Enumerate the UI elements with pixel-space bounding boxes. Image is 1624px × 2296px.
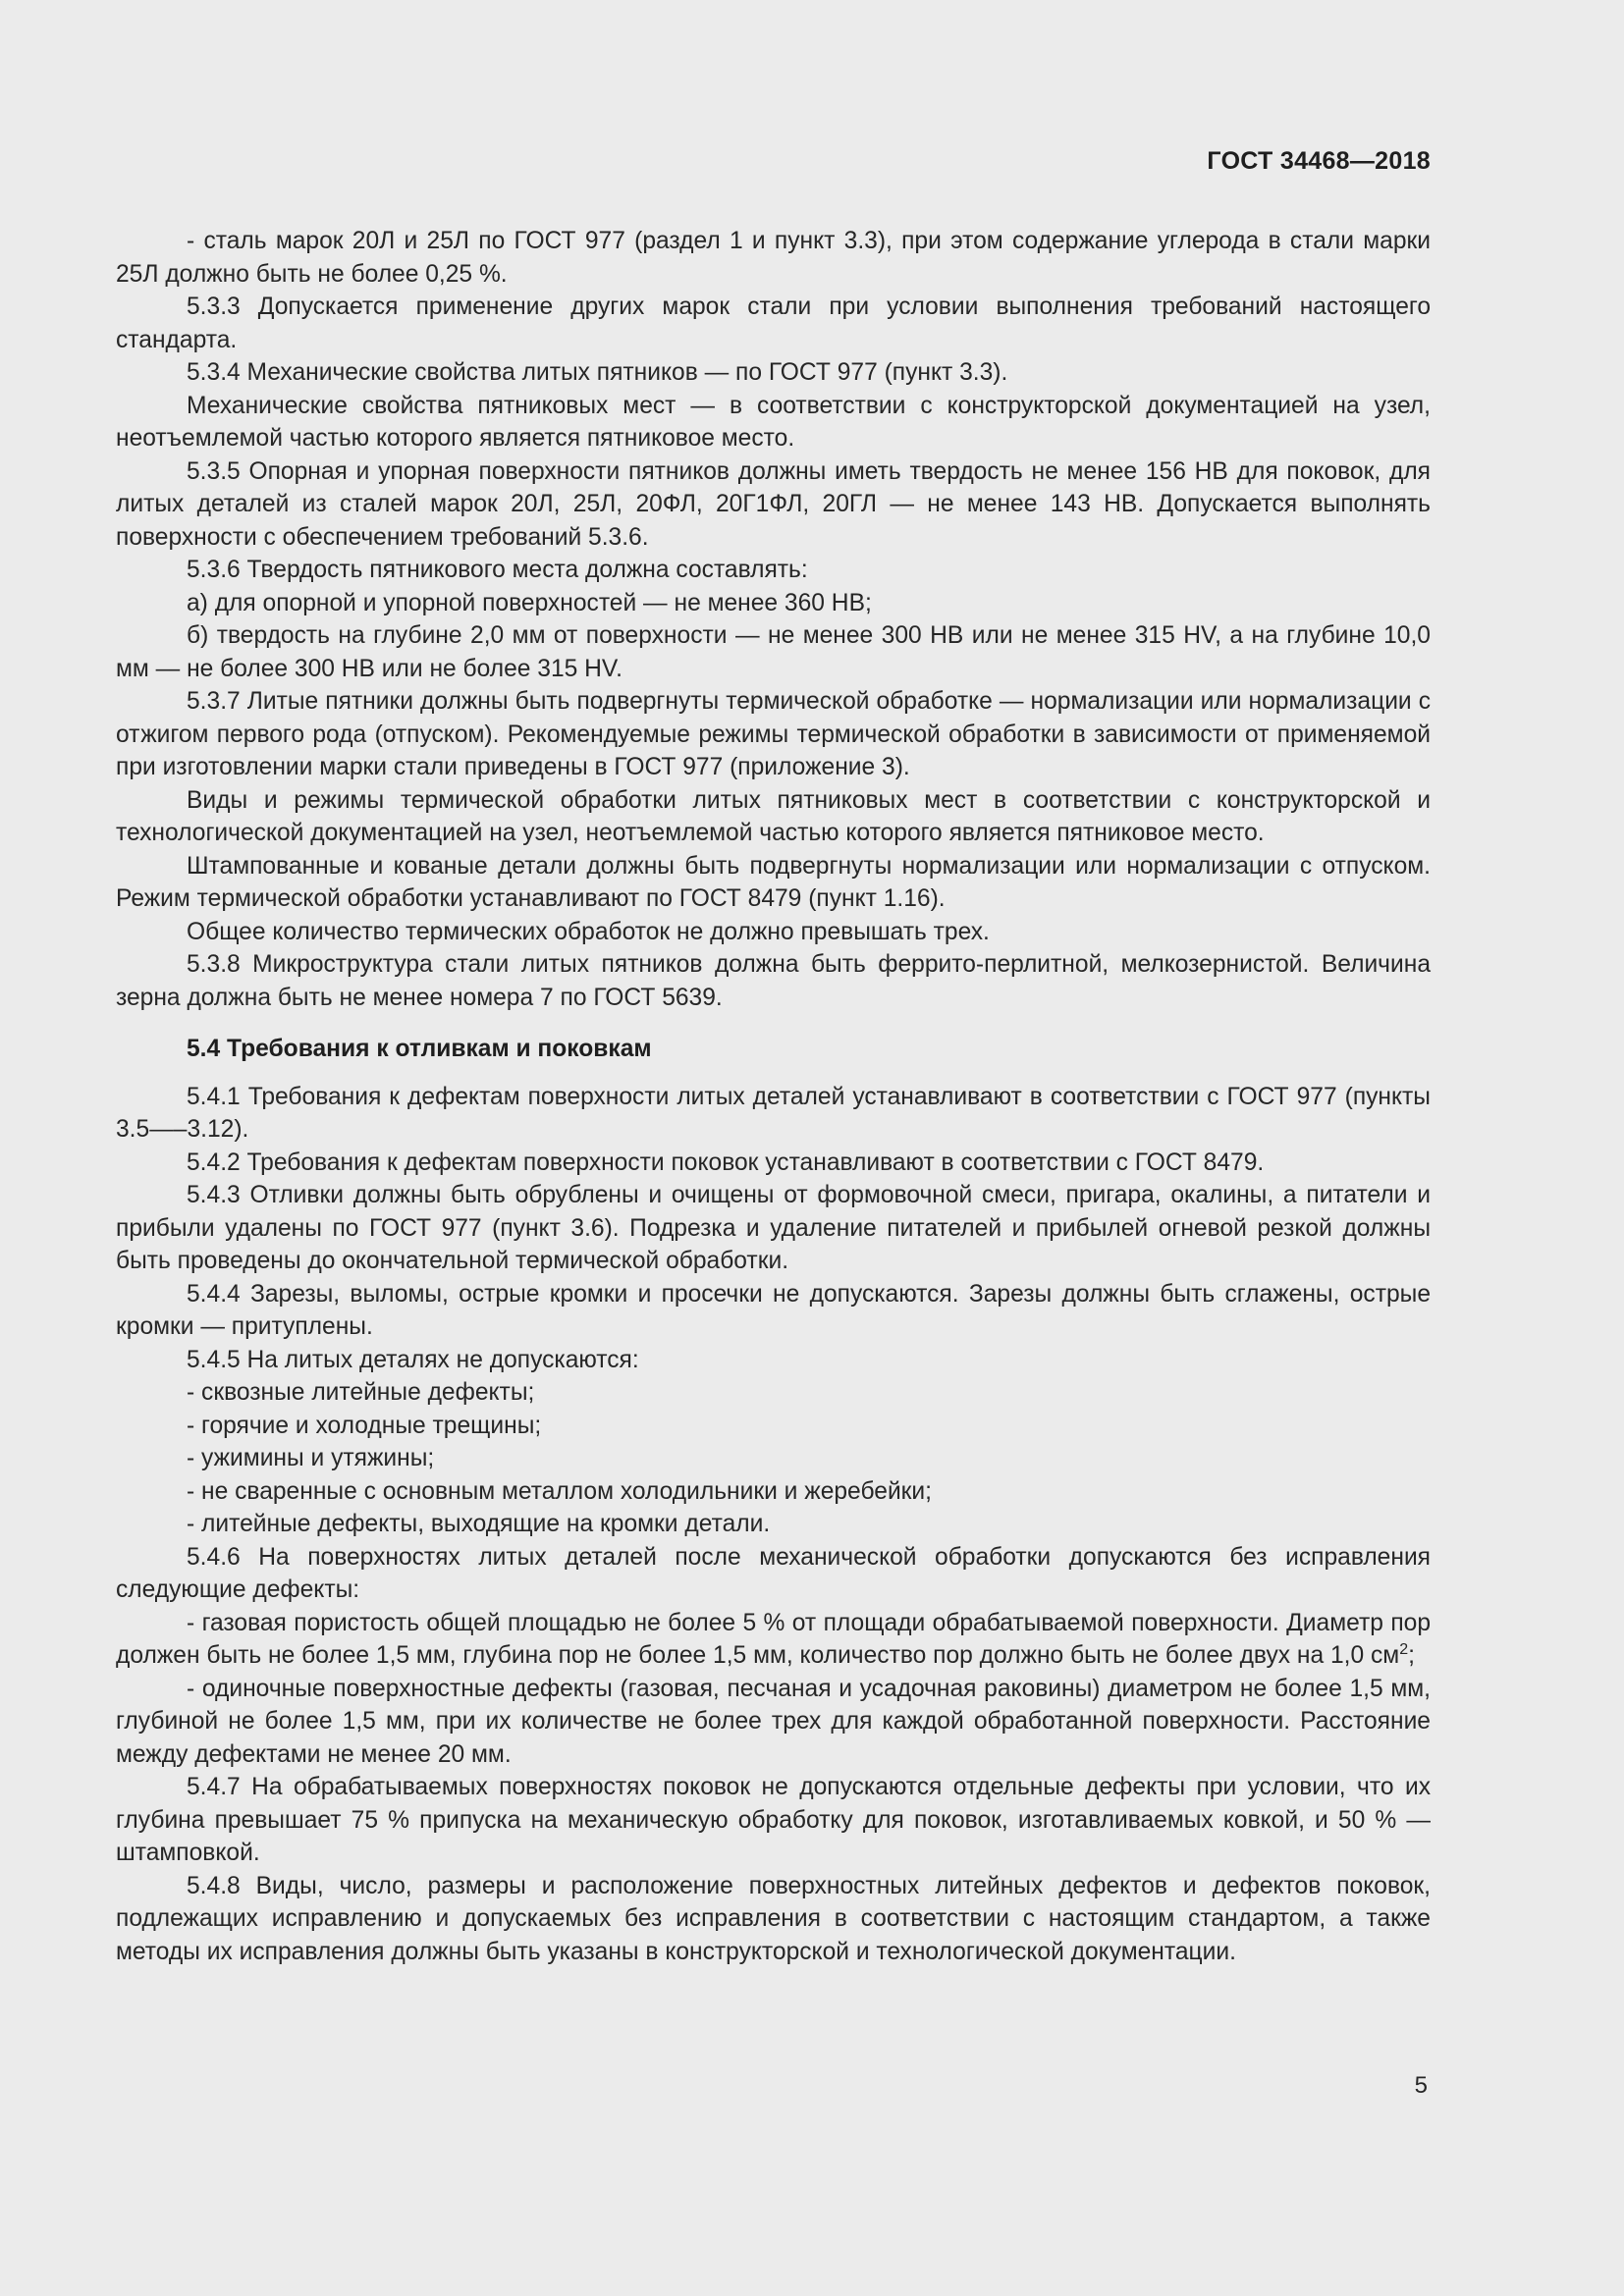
paragraph: 5.4.6 На поверхностях литых деталей после механической обработки допускаются без исправления следующие дефекты: <box>116 1543 1431 1603</box>
paragraph: Механические свойства пятниковых мест — в соответствии с конструкторской документацией на узел, неотъемлемой частью которого является пятниковое место. <box>116 392 1431 452</box>
paragraph: 5.3.5 Опорная и упорная поверхности пятников должны иметь твердость не менее 156 НВ для поковок, для литых деталей из сталей марок 20Л, 25Л, 20ФЛ, 20Г1ФЛ, 20ГЛ — не менее 143 НВ. Допускается выполнять поверхности с обеспечением требований 5.3.6. <box>116 457 1431 551</box>
paragraph: 5.3.6 Твердость пятникового места должна составлять: <box>187 557 808 583</box>
paragraph: 5.4.1 Требования к дефектам поверхности литых деталей устанавливают в соответствии с ГОСТ 977 (пункты 3.5—–3.12). <box>116 1083 1431 1143</box>
paragraph: - сталь марок 20Л и 25Л по ГОСТ 977 (раздел 1 и пункт 3.3), при этом содержание углерода в стали марки 25Л должно быть не более 0,25 %. <box>116 228 1431 288</box>
paragraph-end: ; <box>1408 1642 1415 1669</box>
paragraph: 5.3.4 Механические свойства литых пятников — по ГОСТ 977 (пункт 3.3). <box>187 359 1008 386</box>
document-code-header: ГОСТ 34468—2018 <box>1207 147 1431 175</box>
paragraph: 5.4.3 Отливки должны быть обрублены и очищены от формовочной смеси, пригара, окалины, а питатели и прибыли удалены по ГОСТ 977 (пункт 3.6). Подрезка и удаление питателей и прибылей огневой резкой должны быть проведены до окончательной термической обработки. <box>116 1182 1431 1274</box>
section-title: 5.4 Требования к отливкам и поковкам <box>187 1036 652 1062</box>
document-body <box>116 225 1431 1968</box>
defect-list <box>116 1376 1431 1541</box>
paragraph: Виды и режимы термической обработки литых пятниковых мест в соответствии с конструкторской и технологической документацией на узел, неотъемлемой частью которого является пятниковое место. <box>116 786 1431 846</box>
paragraph: 5.3.3 Допускается применение других марок стали при условии выполнения требований настоящего стандарта. <box>116 294 1431 353</box>
paragraph: Общее количество термических обработок не должно превышать трех. <box>187 918 990 945</box>
list-item: - ужимины и утяжины; <box>187 1445 435 1471</box>
list-item: - не сваренные с основным металлом холодильники и жеребейки; <box>187 1477 933 1505</box>
paragraph: 5.4.8 Виды, число, размеры и расположение поверхностных литейных дефектов и дефектов поковок, подлежащих исправлению и допускаемых без исправления в соответствии с настоящим стандартом, а также методы их исправления должны быть указаны в конструкторской и технологической документации. <box>116 1872 1431 1965</box>
paragraph: 5.4.4 Зарезы, выломы, острые кромки и просечки не допускаются. Зарезы должны быть сглажены, острые кромки — притуплены. <box>116 1280 1431 1340</box>
paragraph <box>116 1607 1431 1673</box>
paragraph: 5.4.5 На литых деталях не допускаются: <box>187 1346 639 1373</box>
paragraph: - одиночные поверхностные дефекты (газовая, песчаная и усадочная раковины) диаметром не более 1,5 мм, глубиной не более 1,5 мм, при их количестве не более трех для каждой обработанной поверхности. Расстояние между дефектами не менее 20 мм. <box>116 1675 1431 1768</box>
paragraph: 5.3.8 Микроструктура стали литых пятников должна быть феррито-перлитной, мелкозернистой. Величина зерна должна быть не менее номера 7 по ГОСТ 5639. <box>116 951 1431 1011</box>
paragraph: б) твердость на глубине 2,0 мм от поверхности — не менее 300 НВ или не менее 315 HV, а на глубине 10,0 мм — не более 300 НВ или не более 315 HV. <box>116 622 1431 682</box>
page-number: 5 <box>1414 2072 1428 2099</box>
paragraph: 5.4.2 Требования к дефектам поверхности поковок устанавливают в соответствии с ГОСТ 8479. <box>187 1148 1265 1176</box>
paragraph: а) для опорной и упорной поверхностей — не менее 360 НВ; <box>187 589 872 616</box>
paragraph: 5.3.7 Литые пятники должны быть подвергнуты термической обработке — нормализации или нормализации с отжигом первого рода (отпуском). Рекомендуемые режимы термической обработки в зависимости от применяемой при изготовлении марки стали приведены в ГОСТ 977 (приложение 3). <box>116 688 1431 780</box>
list-item: - сквозные литейные дефекты; <box>187 1379 535 1406</box>
paragraph-text: - газовая пористость общей площадью не более 5 % от площади обрабатываемой поверхности. Диаметр пор должен быть не более 1,5 мм, глубина пор не более 1,5 мм, количество пор должно быть не более двух на 1,0 см <box>116 1609 1431 1669</box>
list-item: - литейные дефекты, выходящие на кромки детали. <box>187 1511 771 1537</box>
list-item: - горячие и холодные трещины; <box>187 1412 542 1439</box>
paragraph: Штампованные и кованые детали должны быть подвергнуты нормализации или нормализации с отпуском. Режим термической обработки устанавливают по ГОСТ 8479 (пункт 1.16). <box>116 852 1431 912</box>
paragraph: 5.4.7 На обрабатываемых поверхностях поковок не допускаются отдельные дефекты при условии, что их глубина превышает 75 % припуска на механическую обработку для поковок, изготавливаемых ковкой, и 50 % — штамповкой. <box>116 1774 1431 1866</box>
superscript: 2 <box>1399 1640 1409 1658</box>
